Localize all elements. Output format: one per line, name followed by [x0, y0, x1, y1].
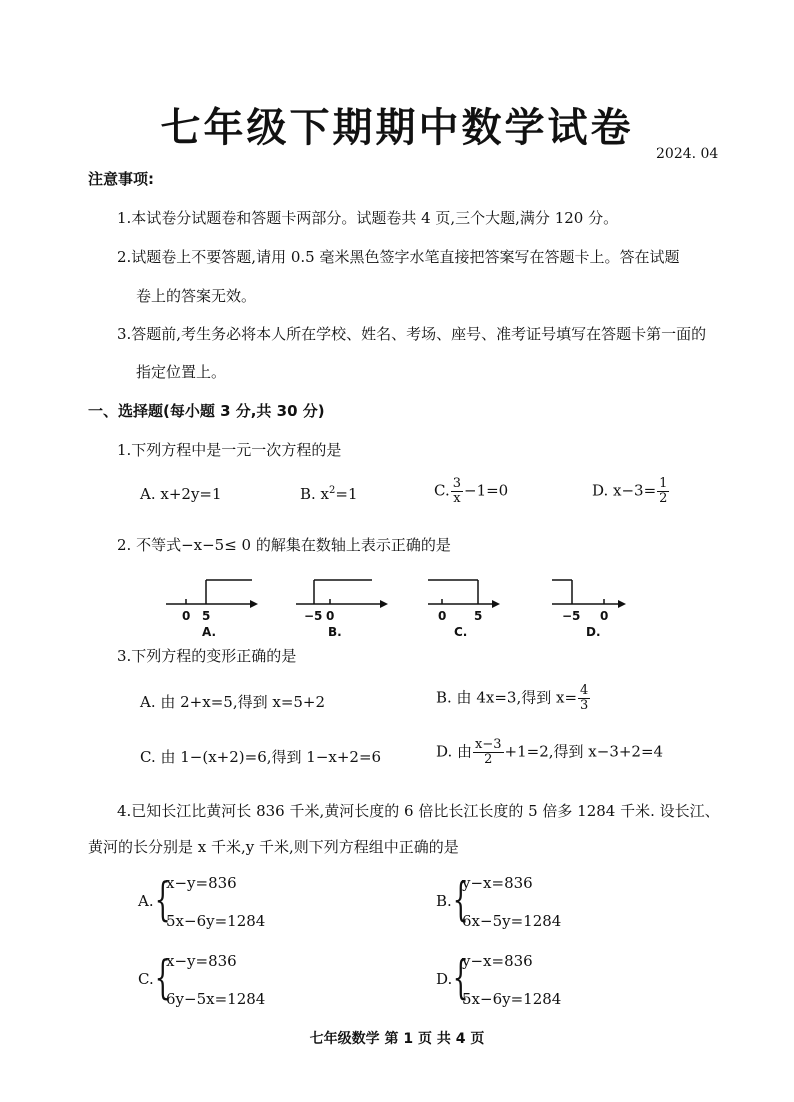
svg-text:D.: D. [586, 625, 601, 639]
q4-option-a: A. { x−y=836 5x−6y=1284 [138, 872, 266, 930]
section-heading: 一、选择题(每小题 3 分,共 30 分) [88, 402, 325, 420]
page-footer: 七年级数学 第 1 页 共 4 页 [309, 1031, 485, 1047]
notice-item-2: 2.试题卷上不要答题,请用 0.5 毫米黑色签字水笔直接把答案写在答题卡上。答在试题 [117, 248, 680, 266]
q3-option-c: C. 由 1−(x+2)=6,得到 1−x+2=6 [140, 748, 382, 766]
svg-text:A.: A. [202, 625, 217, 639]
svg-text:0: 0 [182, 609, 191, 623]
number-line-a [160, 574, 270, 640]
q1-stem: 1.下列方程中是一元一次方程的是 [117, 441, 342, 459]
svg-text:5: 5 [474, 609, 483, 623]
q1-option-d: D. x−3= $\frac{1}{2}$ [592, 476, 668, 506]
brace-icon: { [154, 872, 171, 926]
svg-text:−5: −5 [304, 609, 323, 623]
svg-text:C.: C. [454, 625, 468, 639]
svg-text:−5: −5 [562, 609, 581, 623]
q4-stem-line1: 4.已知长江比黄河长 836 千米,黄河长度的 6 倍比长江长度的 5 倍多 1284 千米. 设长江、 [117, 802, 720, 820]
q4-option-b: B. { y−x=836 6x−5y=1284 [436, 872, 562, 930]
notice-item-1: 1.本试卷分试题卷和答题卡两部分。试题卷共 4 页,三个大题,满分 120 分。 [117, 209, 619, 227]
q4-option-c: C. { x−y=836 6y−5x=1284 [138, 950, 266, 1008]
notice-item-3: 3.答题前,考生务必将本人所在学校、姓名、考场、座号、准考证号填写在答题卡第一面的 [117, 325, 707, 343]
q3-option-a: A. 由 2+x=5,得到 x=5+2 [140, 693, 326, 711]
notice-item-3-cont: 指定位置上。 [136, 363, 227, 381]
svg-text:B.: B. [328, 625, 342, 639]
number-line-c [422, 574, 532, 640]
q3-option-b: B. 由 4x=3,得到 x= $\frac{4}{3}$ [436, 683, 589, 713]
number-line-d [546, 574, 656, 640]
svg-text:5: 5 [202, 609, 211, 623]
brace-icon: { [452, 872, 469, 926]
q3-stem: 3.下列方程的变形正确的是 [117, 647, 297, 665]
brace-icon: { [154, 950, 171, 1004]
q1-option-c: C. $\frac{3}{x}$ −1=0 [434, 476, 509, 506]
svg-text:0: 0 [438, 609, 447, 623]
q2-stem: 2. 不等式−x−5≤ 0 的解集在数轴上表示正确的是 [117, 536, 451, 554]
svg-text:0: 0 [326, 609, 335, 623]
q1-option-a: A. x+2y=1 [140, 485, 222, 503]
q3-option-d: D. 由 $\frac{x-3}{2}$ +1=2,得到 x−3+2=4 [436, 737, 664, 767]
q4-stem-line2: 黄河的长分别是 x 千米,y 千米,则下列方程组中正确的是 [88, 838, 459, 856]
svg-text:0: 0 [600, 609, 609, 623]
number-line-b [290, 574, 400, 640]
q1-option-b: B. $x^2=1$ [300, 485, 358, 503]
notice-item-2-cont: 卷上的答案无效。 [136, 287, 257, 305]
notice-heading: 注意事项: [88, 170, 154, 188]
q4-option-d: D. { y−x=836 5x−6y=1284 [436, 950, 562, 1008]
page-title: 七年级下期期中数学试卷 [160, 105, 634, 151]
exam-date: 2024. 04 [656, 146, 719, 162]
brace-icon: { [452, 950, 469, 1004]
